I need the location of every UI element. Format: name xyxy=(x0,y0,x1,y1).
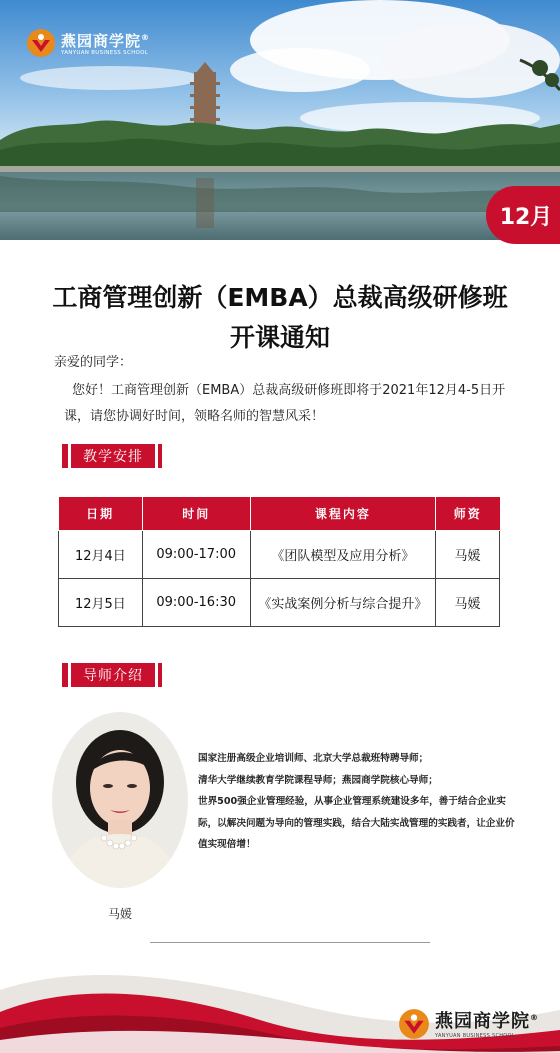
mentor-portrait xyxy=(50,710,190,890)
bio-line: 国家注册高级企业培训师、北京大学总裁班特聘导师； xyxy=(198,753,429,764)
cell-date: 12月4日 xyxy=(59,531,143,579)
footer-logo-en: YANYUAN BUSINESS SCHOOL xyxy=(435,1033,515,1039)
greeting: 亲爱的同学： xyxy=(54,355,133,370)
school-logo xyxy=(26,28,150,58)
logo-cn-text: 燕园商学院® xyxy=(61,31,151,50)
bio-line: 世界500强企业管理经验，从事企业管理系统建设多年，善于结合企业实际，以解决问题为导向的管理实践，结合大陆实战管理的实践者，让企业价值实现倍增！ xyxy=(198,796,515,850)
mentor-bio xyxy=(198,748,516,856)
logo-en-text: YANYUAN BUSINESS SCHOOL xyxy=(61,49,149,56)
page-subtitle: 开课通知 xyxy=(229,323,330,352)
divider xyxy=(150,942,430,943)
month-badge: 12月 xyxy=(486,186,560,244)
cell-time: 09:00-16:30 xyxy=(142,579,250,627)
hero-photo xyxy=(0,0,560,240)
header-time: 时间 xyxy=(142,497,250,531)
section-label-mentor xyxy=(62,663,162,687)
footer-logo xyxy=(398,1008,539,1040)
footer-logo-cn: 燕园商学院® xyxy=(435,1011,539,1032)
section-label-text: 导师介绍 xyxy=(71,663,155,687)
cell-course: 《实战案例分析与综合提升》 xyxy=(250,579,436,627)
table-header-row xyxy=(59,497,500,531)
section-label-schedule xyxy=(62,444,162,468)
header-date: 日期 xyxy=(59,497,143,531)
mentor-name: 马媛 xyxy=(107,907,132,921)
schedule-table xyxy=(58,496,500,627)
table-row xyxy=(59,531,500,579)
page-title: 工商管理创新（EMBA）总裁高级研修班 xyxy=(52,283,508,312)
table-row xyxy=(59,579,500,627)
school-emblem-icon xyxy=(26,28,56,58)
school-emblem-icon xyxy=(398,1008,430,1040)
cell-teacher: 马媛 xyxy=(436,531,500,579)
cell-teacher: 马媛 xyxy=(436,579,500,627)
bio-line: 清华大学继续教育学院课程导师；燕园商学院核心导师； xyxy=(198,774,438,786)
cell-time: 09:00-17:00 xyxy=(142,531,250,579)
cell-date: 12月5日 xyxy=(59,579,143,627)
cell-course: 《团队模型及应用分析》 xyxy=(250,531,436,579)
intro-paragraph: 您好！工商管理创新（EMBA）总裁高级研修班即将于2021年12月4-5日开课，请您协调好时间，领略名师的智慧风采！ xyxy=(64,383,506,424)
section-label-text: 教学安排 xyxy=(71,444,155,468)
header-course: 课程内容 xyxy=(250,497,436,531)
header-teacher: 师资 xyxy=(436,497,500,531)
